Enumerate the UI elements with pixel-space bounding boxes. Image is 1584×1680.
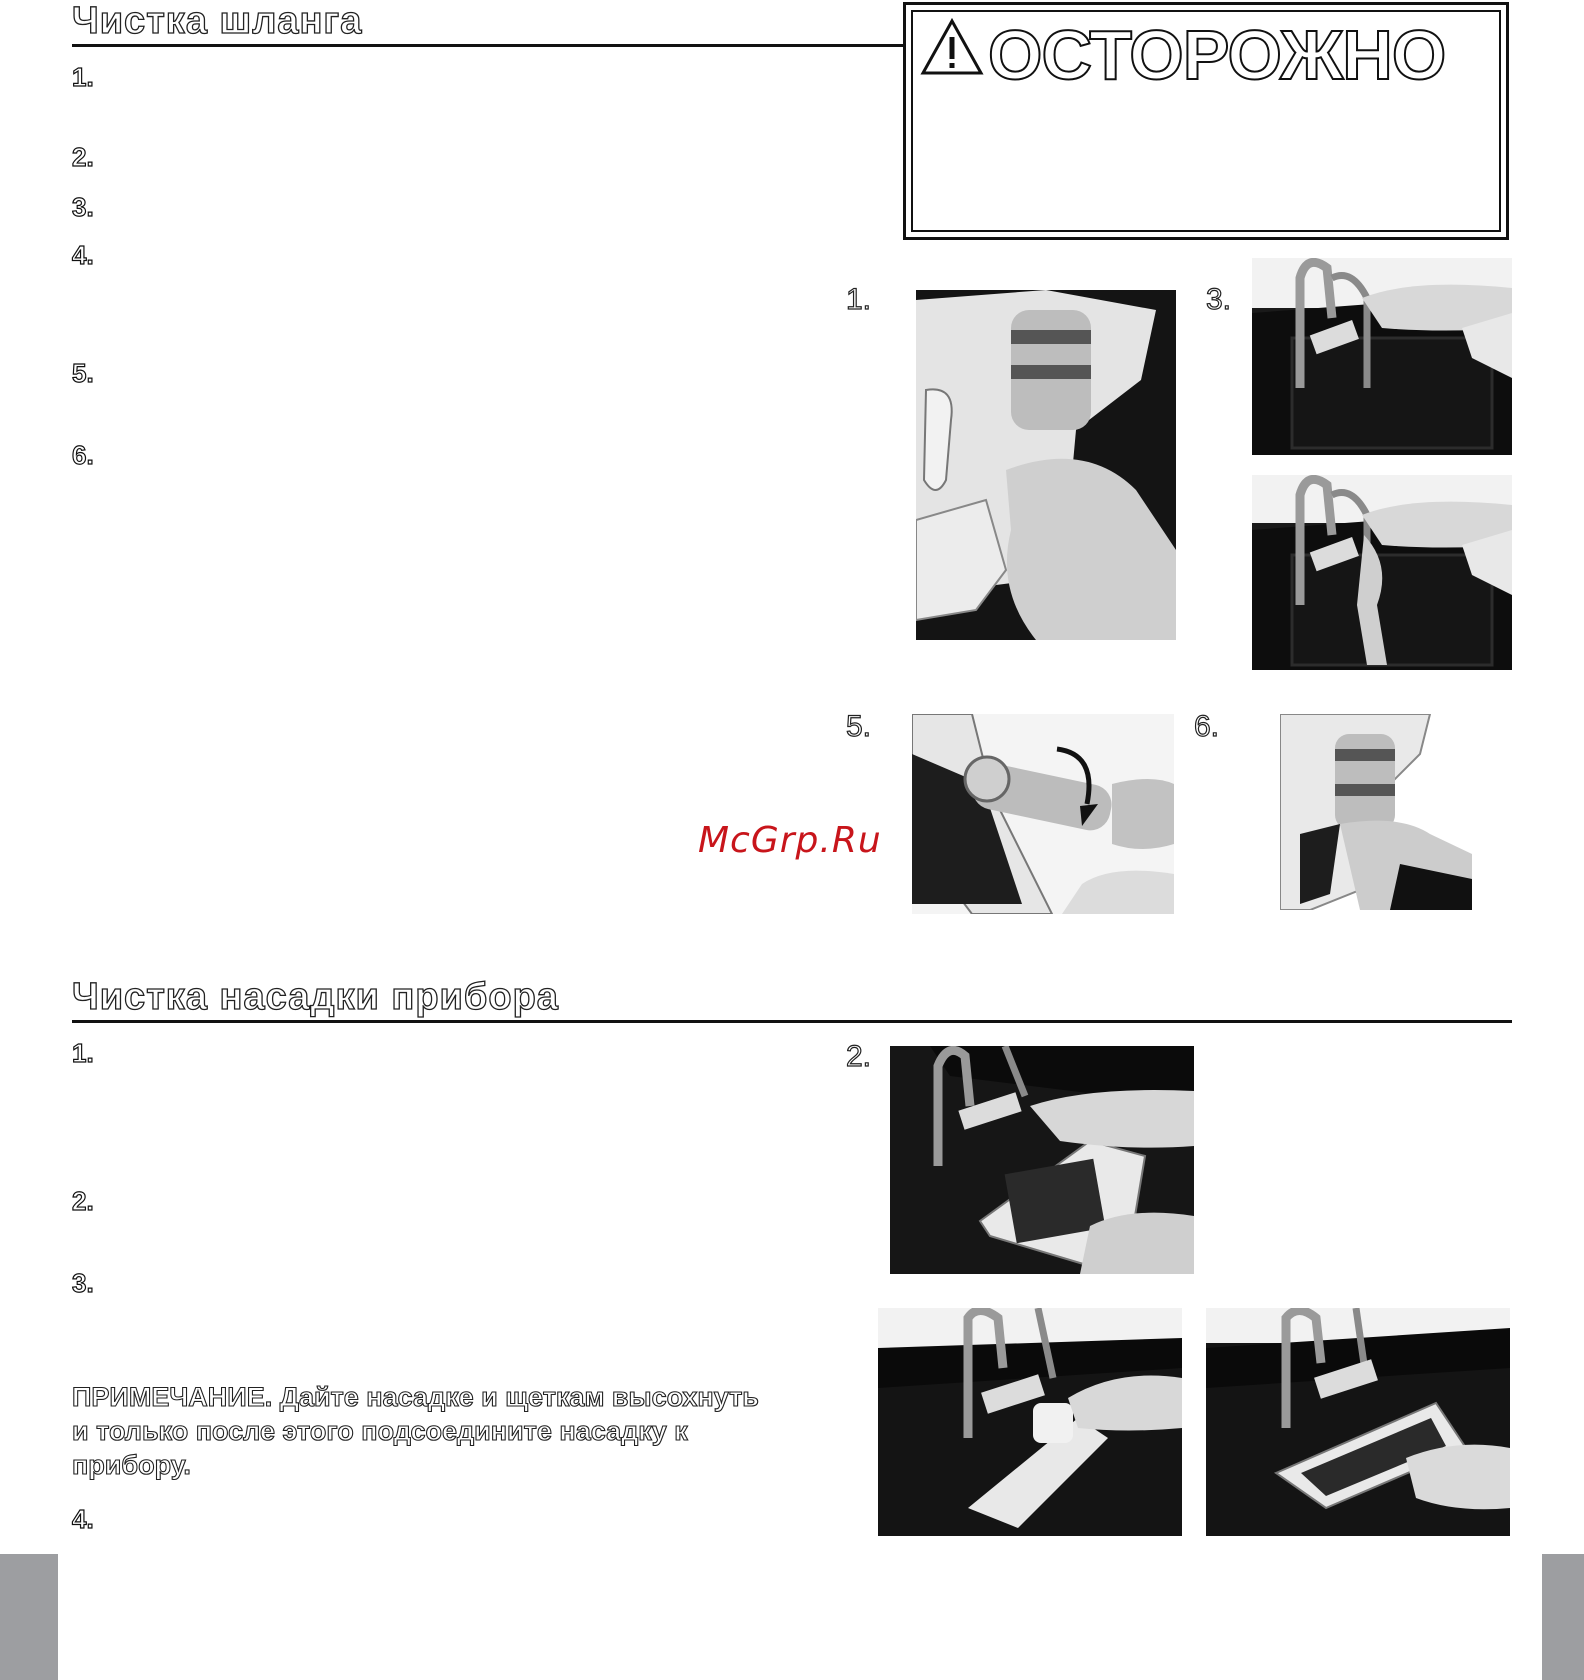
photo-rinse-hose-a	[1252, 258, 1512, 455]
page-edge-tab-left	[0, 1554, 58, 1680]
section-rule-hose	[72, 44, 904, 47]
note-text: ПРИМЕЧАНИЕ. Дайте насадке и щеткам высохнуть и только после этого подсоедините насадку к прибору.	[72, 1382, 759, 1480]
warning-title: ОСТОРОЖНО	[988, 16, 1446, 94]
photo-rinse-hose-b	[1252, 475, 1512, 670]
photo-hose-removal	[916, 290, 1176, 640]
step-nozzle-4: 4.	[72, 1504, 94, 1534]
section-rule-nozzle	[72, 1020, 1512, 1023]
photo-label-nozzle-2: 2.	[846, 1040, 872, 1073]
photo-reattach-hose	[1280, 714, 1472, 910]
step-nozzle-1: 1.	[72, 1038, 94, 1068]
photo-nozzle-open	[890, 1046, 1194, 1274]
photo-label-3: 3.	[1206, 283, 1232, 316]
step-3: 3.	[72, 192, 94, 222]
page-edge-tab-right	[1542, 1554, 1584, 1680]
step-5: 5.	[72, 358, 94, 388]
watermark: McGrp.Ru	[698, 820, 882, 861]
photo-nozzle-rinse-a	[878, 1308, 1182, 1536]
step-6: 6.	[72, 440, 94, 470]
step-nozzle-3: 3.	[72, 1268, 94, 1298]
section-title-hose: Чистка шланга	[72, 0, 363, 42]
step-2: 2.	[72, 142, 94, 172]
warning-triangle-icon	[920, 17, 984, 77]
section-title-nozzle: Чистка насадки прибора	[72, 976, 559, 1018]
step-nozzle-2: 2.	[72, 1186, 94, 1216]
photo-label-5: 5.	[846, 710, 872, 743]
photo-label-1: 1.	[846, 283, 872, 316]
photo-twist-hose	[912, 714, 1174, 914]
step-1: 1.	[72, 62, 94, 92]
step-4: 4.	[72, 240, 94, 270]
warning-box	[903, 2, 1509, 240]
photo-label-6: 6.	[1194, 710, 1220, 743]
photo-nozzle-rinse-b	[1206, 1308, 1510, 1536]
